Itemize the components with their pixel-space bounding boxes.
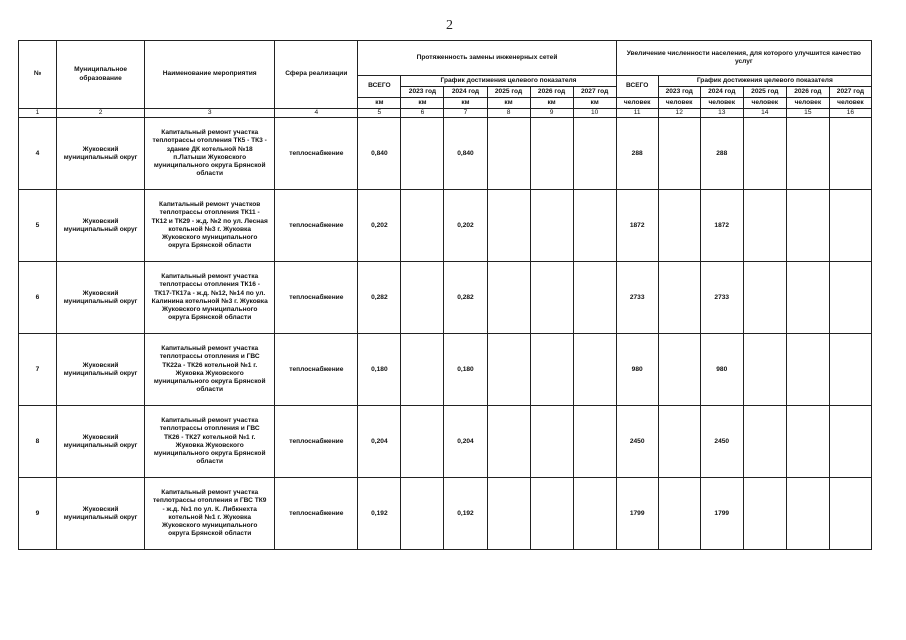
header-sphere: Сфера реализации <box>275 41 358 109</box>
people-2023-cell <box>658 478 700 550</box>
people-2026-cell <box>786 334 829 406</box>
km-2026-cell <box>530 478 573 550</box>
event-cell: Капитальный ремонт участка теплотрассы отопления и ГВС ТК26 - ТК27 котельной №1 г. Жуковка Жуковского муниципального округа Брянской области <box>145 406 275 478</box>
municipality-cell: Жуковский муниципальный округ <box>57 118 145 190</box>
column-number: 13 <box>700 109 743 118</box>
unit-km: км <box>573 98 616 109</box>
km-2025-cell <box>487 190 530 262</box>
km-2027-cell <box>573 334 616 406</box>
municipality-cell: Жуковский муниципальный округ <box>57 262 145 334</box>
km-2023-cell <box>401 406 444 478</box>
header-no: № <box>19 41 57 109</box>
header-km-total: ВСЕГО <box>358 76 401 98</box>
people-total-cell: 1799 <box>616 478 658 550</box>
table-header <box>19 41 872 118</box>
header-population-group: Увеличение численности населения, для которого улучшится качество услуг <box>616 41 871 76</box>
column-number-row <box>19 109 872 118</box>
sphere-cell: теплоснабжение <box>275 478 358 550</box>
header-km-year: 2026 год <box>530 87 573 98</box>
people-2027-cell <box>829 262 871 334</box>
people-2027-cell <box>829 118 871 190</box>
row-number: 4 <box>19 118 57 190</box>
unit-people: человек <box>658 98 700 109</box>
km-2026-cell <box>530 118 573 190</box>
municipality-cell: Жуковский муниципальный округ <box>57 334 145 406</box>
people-2027-cell <box>829 334 871 406</box>
km-2025-cell <box>487 406 530 478</box>
page-number: 2 <box>446 18 453 33</box>
people-2024-cell: 1799 <box>700 478 743 550</box>
header-people-total: ВСЕГО <box>616 76 658 98</box>
km-total-cell: 0,202 <box>358 190 401 262</box>
km-2025-cell <box>487 262 530 334</box>
event-cell: Капитальный ремонт участка теплотрассы отопления ТК5 - ТК3 - здание ДК котельной №18 п.Латыши Жуковского муниципального округа Брянской области <box>145 118 275 190</box>
municipality-cell: Жуковский муниципальный округ <box>57 406 145 478</box>
column-number: 5 <box>358 109 401 118</box>
header-km-year: 2024 год <box>444 87 487 98</box>
unit-km: км <box>358 98 401 109</box>
people-2025-cell <box>743 262 786 334</box>
program-table <box>18 40 872 550</box>
people-2025-cell <box>743 118 786 190</box>
unit-km: км <box>444 98 487 109</box>
header-km-schedule: График достижения целевого показателя <box>401 76 616 87</box>
km-2027-cell <box>573 406 616 478</box>
km-total-cell: 0,180 <box>358 334 401 406</box>
km-2026-cell <box>530 262 573 334</box>
unit-people: человек <box>786 98 829 109</box>
people-2026-cell <box>786 118 829 190</box>
header-km-year: 2027 год <box>573 87 616 98</box>
table-row <box>19 262 872 334</box>
km-total-cell: 0,204 <box>358 406 401 478</box>
event-cell: Капитальный ремонт участков теплотрассы отопления ТК11 - ТК12 и ТК29 - ж.д. №2 по ул. Лесная котельной №3 г. Жуковка Жуковского муниципального округа Брянской области <box>145 190 275 262</box>
header-km-year: 2023 год <box>401 87 444 98</box>
column-number: 3 <box>145 109 275 118</box>
km-2024-cell: 0,180 <box>444 334 487 406</box>
municipality-cell: Жуковский муниципальный округ <box>57 190 145 262</box>
km-2024-cell: 0,282 <box>444 262 487 334</box>
people-2027-cell <box>829 406 871 478</box>
header-people-year: 2026 год <box>786 87 829 98</box>
column-number: 7 <box>444 109 487 118</box>
people-2023-cell <box>658 190 700 262</box>
unit-km: км <box>530 98 573 109</box>
event-cell: Капитальный ремонт участка теплотрассы отопления и ГВС ТК9 - ж.д. №1 по ул. К. Либкнехта котельной №1 г. Жуковка Жуковского муниципального округа Брянской области <box>145 478 275 550</box>
unit-km: км <box>487 98 530 109</box>
people-2027-cell <box>829 478 871 550</box>
km-2027-cell <box>573 118 616 190</box>
unit-people: человек <box>829 98 871 109</box>
people-total-cell: 2450 <box>616 406 658 478</box>
km-2023-cell <box>401 334 444 406</box>
km-2026-cell <box>530 190 573 262</box>
row-number: 7 <box>19 334 57 406</box>
people-2026-cell <box>786 190 829 262</box>
event-cell: Капитальный ремонт участка теплотрассы отопления и ГВС ТК22а - ТК26 котельной №1 г. Жуковка Жуковского муниципального округа Брянской области <box>145 334 275 406</box>
unit-people: человек <box>743 98 786 109</box>
people-total-cell: 288 <box>616 118 658 190</box>
people-2025-cell <box>743 190 786 262</box>
column-number: 4 <box>275 109 358 118</box>
header-people-year: 2024 год <box>700 87 743 98</box>
km-2024-cell: 0,204 <box>444 406 487 478</box>
municipality-cell: Жуковский муниципальный округ <box>57 478 145 550</box>
header-event-name: Наименование мероприятия <box>145 41 275 109</box>
people-2023-cell <box>658 262 700 334</box>
header-people-schedule: График достижения целевого показателя <box>658 76 871 87</box>
people-2023-cell <box>658 406 700 478</box>
event-cell: Капитальный ремонт участка теплотрассы отопления ТК16 - ТК17-ТК17а - ж.д. №12, №14 по ул. Калинина котельной №3 г. Жуковка Жуковского муниципального округа Брянской области <box>145 262 275 334</box>
people-2024-cell: 980 <box>700 334 743 406</box>
table-row <box>19 334 872 406</box>
sphere-cell: теплоснабжение <box>275 190 358 262</box>
km-2025-cell <box>487 118 530 190</box>
km-2023-cell <box>401 478 444 550</box>
sphere-cell: теплоснабжение <box>275 118 358 190</box>
column-number: 6 <box>401 109 444 118</box>
km-total-cell: 0,840 <box>358 118 401 190</box>
header-length-group: Протяженность замены инженерных сетей <box>358 41 616 76</box>
table-row <box>19 190 872 262</box>
people-2027-cell <box>829 190 871 262</box>
sphere-cell: теплоснабжение <box>275 334 358 406</box>
column-number: 1 <box>19 109 57 118</box>
people-2024-cell: 2733 <box>700 262 743 334</box>
km-total-cell: 0,192 <box>358 478 401 550</box>
header-people-year: 2023 год <box>658 87 700 98</box>
column-number: 16 <box>829 109 871 118</box>
header-people-year: 2027 год <box>829 87 871 98</box>
unit-km: км <box>401 98 444 109</box>
people-2026-cell <box>786 478 829 550</box>
unit-people: человек <box>616 98 658 109</box>
sphere-cell: теплоснабжение <box>275 262 358 334</box>
km-2027-cell <box>573 478 616 550</box>
km-2026-cell <box>530 334 573 406</box>
people-total-cell: 1872 <box>616 190 658 262</box>
km-2027-cell <box>573 190 616 262</box>
km-2025-cell <box>487 478 530 550</box>
km-2027-cell <box>573 262 616 334</box>
row-number: 9 <box>19 478 57 550</box>
km-2024-cell: 0,202 <box>444 190 487 262</box>
sphere-cell: теплоснабжение <box>275 406 358 478</box>
row-number: 8 <box>19 406 57 478</box>
table-row <box>19 478 872 550</box>
km-2023-cell <box>401 190 444 262</box>
column-number: 15 <box>786 109 829 118</box>
km-2023-cell <box>401 118 444 190</box>
people-total-cell: 2733 <box>616 262 658 334</box>
column-number: 8 <box>487 109 530 118</box>
people-2023-cell <box>658 118 700 190</box>
table-body <box>19 118 872 550</box>
column-number: 2 <box>57 109 145 118</box>
header-people-year: 2025 год <box>743 87 786 98</box>
unit-people: человек <box>700 98 743 109</box>
people-2023-cell <box>658 334 700 406</box>
column-number: 10 <box>573 109 616 118</box>
km-total-cell: 0,282 <box>358 262 401 334</box>
row-number: 6 <box>19 262 57 334</box>
table-row <box>19 118 872 190</box>
table-row <box>19 406 872 478</box>
header-municipality: Муниципальное образование <box>57 41 145 109</box>
column-number: 14 <box>743 109 786 118</box>
km-2026-cell <box>530 406 573 478</box>
people-2025-cell <box>743 478 786 550</box>
people-2026-cell <box>786 406 829 478</box>
km-2023-cell <box>401 262 444 334</box>
people-2024-cell: 2450 <box>700 406 743 478</box>
km-2025-cell <box>487 334 530 406</box>
column-number: 11 <box>616 109 658 118</box>
column-number: 12 <box>658 109 700 118</box>
people-2025-cell <box>743 406 786 478</box>
people-2024-cell: 288 <box>700 118 743 190</box>
people-total-cell: 980 <box>616 334 658 406</box>
people-2025-cell <box>743 334 786 406</box>
column-number: 9 <box>530 109 573 118</box>
row-number: 5 <box>19 190 57 262</box>
people-2024-cell: 1872 <box>700 190 743 262</box>
km-2024-cell: 0,840 <box>444 118 487 190</box>
people-2026-cell <box>786 262 829 334</box>
header-km-year: 2025 год <box>487 87 530 98</box>
km-2024-cell: 0,192 <box>444 478 487 550</box>
